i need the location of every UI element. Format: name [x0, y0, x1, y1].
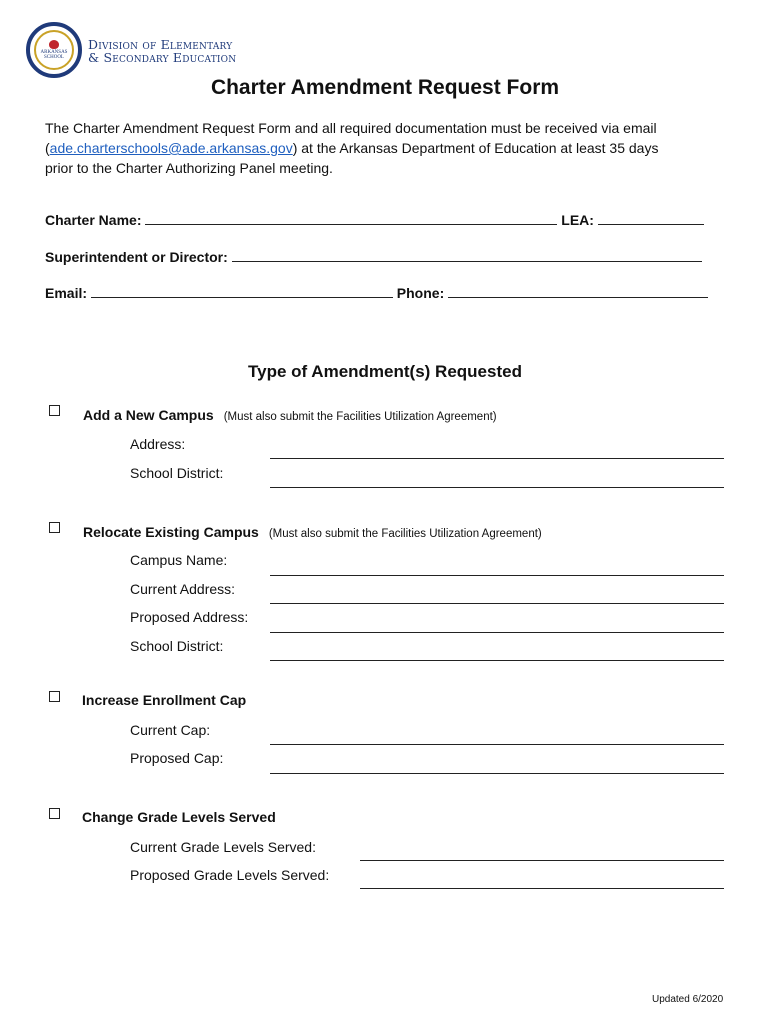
ade-seal-logo [26, 22, 82, 78]
current-address-field[interactable] [270, 603, 724, 604]
seal-center [34, 30, 74, 70]
grade-levels-checkbox[interactable] [49, 808, 60, 819]
org-name [88, 38, 236, 64]
enrollment-cap-label: Increase Enrollment Cap [82, 692, 247, 708]
campus-name-field[interactable] [270, 575, 724, 576]
lea-label: LEA: [561, 212, 594, 228]
relocate-district-label: School District: [130, 638, 224, 654]
intro-line-3: prior to the Charter Authorizing Panel meeting. [45, 160, 333, 176]
org-line-2: & Secondary Education [88, 50, 237, 65]
superintendent-row [45, 249, 702, 265]
proposed-address-label: Proposed Address: [130, 609, 249, 625]
updated-date: Updated 6/2020 [652, 994, 724, 1005]
proposed-cap-field[interactable] [270, 773, 724, 774]
page-title: Charter Amendment Request Form [210, 76, 560, 99]
apple-icon [49, 40, 59, 49]
intro-line-2: (ade.charterschools@ade.arkansas.gov) at the Arkansas Department of Education at least 35 days [45, 140, 659, 156]
enrollment-cap-checkbox[interactable] [49, 691, 60, 702]
current-grades-label: Current Grade Levels Served: [130, 839, 316, 855]
relocate-campus-label: Relocate Existing Campus [83, 524, 259, 540]
phone-label: Phone: [396, 285, 445, 301]
org-line-1: Division of Elementary [88, 37, 233, 52]
intro-paragraph [45, 118, 735, 178]
relocate-district-field[interactable] [270, 660, 724, 661]
relocate-campus-option [83, 524, 542, 540]
superintendent-label: Superintendent or Director: [45, 249, 228, 265]
email-field[interactable] [91, 285, 393, 298]
email-phone-row [45, 285, 708, 301]
proposed-address-field[interactable] [270, 632, 724, 633]
new-campus-note: (Must also submit the Facilities Utilization Agreement) [223, 411, 497, 423]
proposed-grades-field[interactable] [360, 888, 724, 889]
intro-line-1: The Charter Amendment Request Form and all required documentation must be received via email [45, 120, 657, 136]
campus-name-label: Campus Name: [130, 552, 228, 568]
charter-name-field[interactable] [145, 212, 557, 225]
charter-name-row [45, 212, 704, 228]
new-campus-option [83, 407, 497, 423]
new-campus-checkbox[interactable] [49, 405, 60, 416]
new-campus-district-label: School District: [130, 465, 224, 481]
new-campus-address-label: Address: [130, 436, 186, 452]
section-title: Type of Amendment(s) Requested [248, 362, 522, 381]
superintendent-field[interactable] [232, 249, 702, 262]
proposed-grades-label: Proposed Grade Levels Served: [130, 867, 330, 883]
new-campus-district-field[interactable] [270, 487, 724, 488]
new-campus-label: Add a New Campus [83, 407, 214, 423]
current-cap-field[interactable] [270, 744, 724, 745]
email-link[interactable]: ade.charterschools@ade.arkansas.gov [49, 140, 293, 156]
phone-field[interactable] [448, 285, 708, 298]
intro-line-2-text: ) at the Arkansas Department of Education at least 35 days [292, 140, 659, 156]
grade-levels-label: Change Grade Levels Served [82, 809, 276, 825]
current-cap-label: Current Cap: [130, 722, 211, 738]
relocate-campus-checkbox[interactable] [49, 522, 60, 533]
current-address-label: Current Address: [130, 581, 236, 597]
lea-field[interactable] [598, 212, 704, 225]
relocate-campus-note: (Must also submit the Facilities Utilization Agreement) [268, 528, 542, 540]
proposed-cap-label: Proposed Cap: [130, 750, 224, 766]
new-campus-address-field[interactable] [270, 458, 724, 459]
email-label: Email: [45, 285, 88, 301]
charter-name-label: Charter Name: [45, 212, 142, 228]
seal-text-top: ARKANSAS [40, 50, 68, 55]
seal-text-bottom: SCHOOL [43, 55, 64, 60]
current-grades-field[interactable] [360, 860, 724, 861]
